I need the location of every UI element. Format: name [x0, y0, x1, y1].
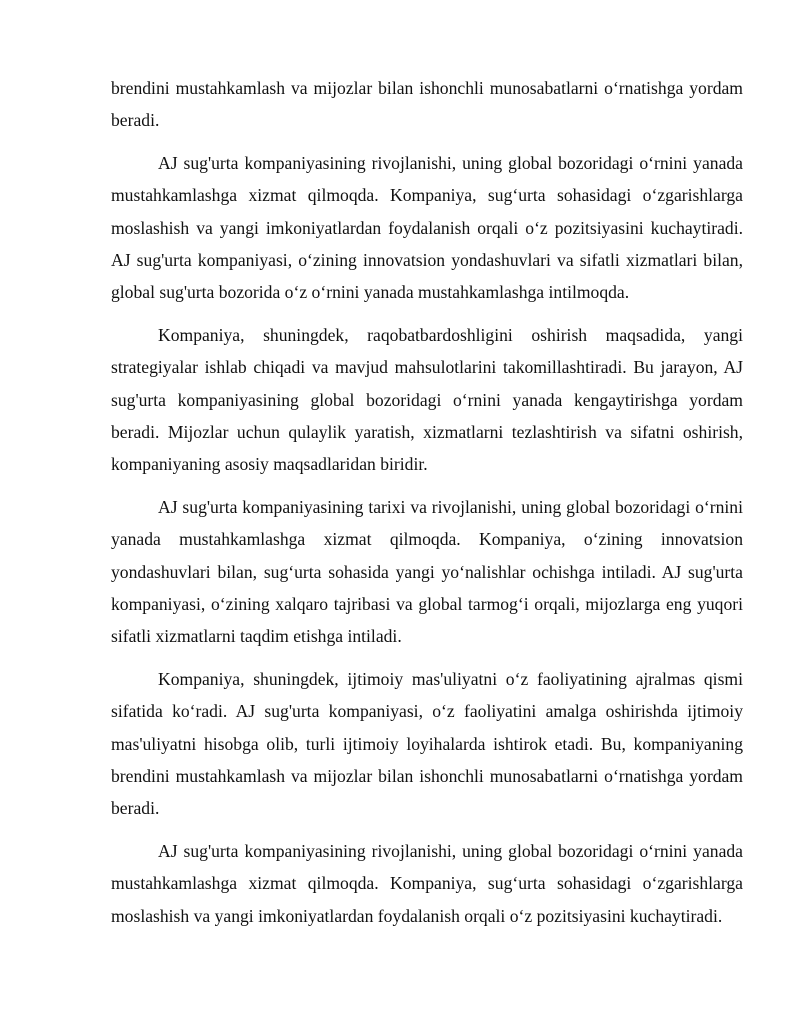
paragraph-continued: brendini mustahkamlash va mijozlar bilan ishonchli munosabatlarni o‘rnatishga yordam beradi.	[111, 78, 743, 131]
paragraph: AJ sug'urta kompaniyasining tarixi va rivojlanishi, uning global bozoridagi o‘rnini yanada mustahkamlashga xizmat qilmoqda. Kompaniya, o‘zining innovatsion yondashuvlari bilan, sug‘urta sohasida yangi yo‘nalishlar ochishga intiladi. AJ sug'urta kompaniyasi, o‘zining xalqaro tajribasi va global tarmog‘i orqali, mijozlarga eng yuqori sifatli xizmatlarni taqdim etishga intiladi.	[111, 497, 743, 647]
paragraph: Kompaniya, shuningdek, raqobatbardoshligini oshirish maqsadida, yangi strategiyalar ishlab chiqadi va mavjud mahsulotlarini takomillashtiradi. Bu jarayon, AJ sug'urta kompaniyasining global bozoridagi o‘rnini yanada kengaytirishga yordam beradi. Mijozlar uchun qulaylik yaratish, xizmatlarni tezlashtirish va sifatni oshirish, kompaniyaning asosiy maqsadlaridan biridir.	[111, 325, 743, 475]
paragraph: AJ sug'urta kompaniyasining rivojlanishi, uning global bozoridagi o‘rnini yanada mustahkamlashga xizmat qilmoqda. Kompaniya, sug‘urta sohasidagi o‘zgarishlarga moslashish va yangi imkoniyatlardan foydalanish orqali o‘z pozitsiyasini kuchaytiradi.	[111, 841, 743, 926]
paragraph: AJ sug'urta kompaniyasining rivojlanishi, uning global bozoridagi o‘rnini yanada mustahkamlashga xizmat qilmoqda. Kompaniya, sug‘urta sohasidagi o‘zgarishlarga moslashish va yangi imkoniyatlardan foydalanish orqali o‘z pozitsiyasini kuchaytiradi. AJ sug'urta kompaniyasi, o‘zining innovatsion yondashuvlari va sifatli xizmatlari bilan, global sug'urta bozorida o‘z o‘rnini yanada mustahkamlashga intilmoqda.	[111, 153, 743, 303]
document-page	[111, 72, 743, 942]
paragraph: Kompaniya, shuningdek, ijtimoiy mas'uliyatni o‘z faoliyatining ajralmas qismi sifatida ko‘radi. AJ sug'urta kompaniyasi, o‘z faoliyatini amalga oshirishda ijtimoiy mas'uliyatni hisobga olib, turli ijtimoiy loyihalarda ishtirok etadi. Bu, kompaniyaning brendini mustahkamlash va mijozlar bilan ishonchli munosabatlarni o‘rnatishga yordam beradi.	[111, 669, 743, 819]
